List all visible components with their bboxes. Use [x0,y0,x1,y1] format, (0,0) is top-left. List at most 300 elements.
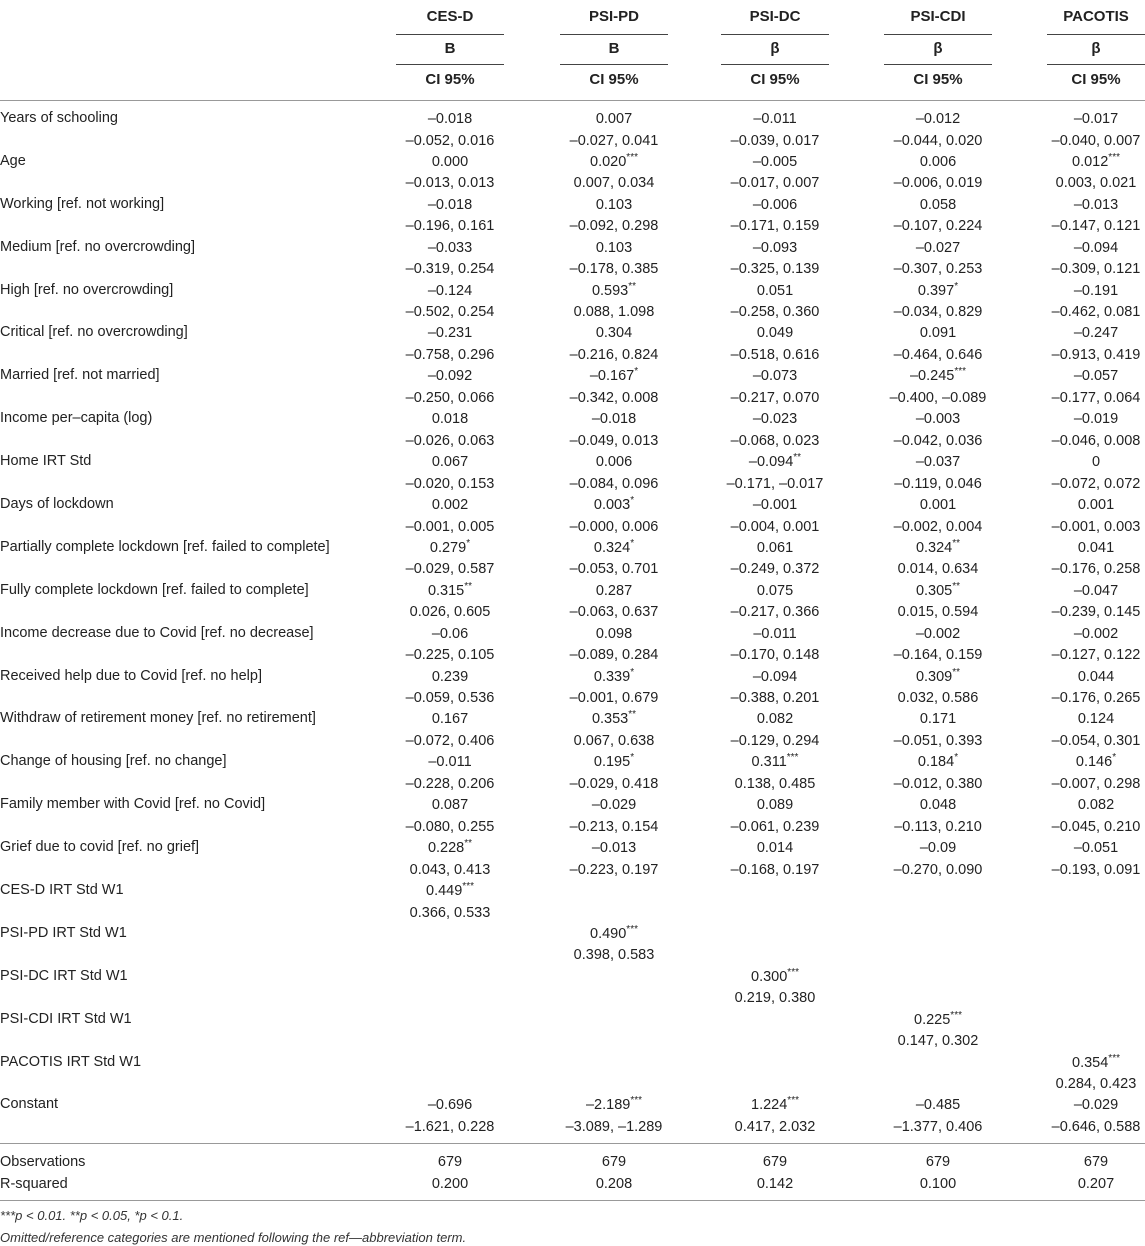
coefficient: –0.231 [427,325,473,342]
coefficient: 0.000 [431,153,469,170]
coefficient: –0.012 [915,111,961,127]
coefficient: 0.490 [590,925,627,942]
coefficient: 0.103 [595,239,633,256]
coefficient: –0.094 [748,454,794,471]
coefficient: –0.247 [1073,325,1119,342]
confidence-interval: –0.054, 0.301 [1051,732,1141,749]
stats-value: 0.142 [756,1176,794,1192]
confidence-interval: –0.027, 0.041 [569,132,659,149]
coefficient: 0.049 [756,325,794,342]
table-row [0,1044,1145,1093]
column-header-ci: CI 95% [589,71,639,88]
table-row [0,529,1145,578]
row-label: Fully complete lockdown [ref. failed to complete] [0,581,309,598]
row-label: CES-D IRT Std W1 [0,882,124,899]
significance-stars: *** [787,1095,799,1107]
coefficient: –0.005 [752,153,798,170]
coefficient: –0.051 [1073,840,1119,857]
coefficient: –0.167 [589,368,635,385]
confidence-interval: –0.013, 0.013 [405,175,495,192]
coefficient: 0.287 [595,582,633,599]
confidence-interval: 0.026, 0.605 [409,604,491,621]
confidence-interval: –0.039, 0.017 [730,132,820,149]
confidence-interval: –0.042, 0.036 [893,432,983,449]
coefficient: –0.027 [915,239,961,256]
coefficient: 0.184 [917,754,955,771]
coefficient: –0.018 [427,196,473,213]
coefficient: –0.094 [1073,239,1119,256]
table-row [0,143,1145,192]
significance-stars: ** [793,452,802,464]
significance-stars: * [630,495,635,507]
table-row [0,700,1145,749]
row-label: PSI-CDI IRT Std W1 [0,1010,132,1027]
coefficient: 0.044 [1077,668,1115,685]
table-row [0,915,1145,964]
significance-stars: *** [1108,1052,1120,1064]
table-row [0,743,1145,792]
confidence-interval: –0.020, 0.153 [405,475,495,492]
confidence-interval: –0.196, 0.161 [405,218,495,235]
coefficient: –0.245 [909,368,955,385]
row-label: Received help due to Covid [ref. no help] [0,667,262,684]
stats-value: 0.207 [1077,1176,1115,1192]
coefficient: 0.225 [914,1011,951,1028]
confidence-interval: –0.193, 0.091 [1051,861,1141,878]
confidence-interval: –0.216, 0.824 [569,346,659,363]
coefficient: –0.001 [752,497,798,514]
significance-stars: * [466,538,471,550]
coefficient: 0.397 [917,282,955,299]
confidence-interval: –0.061, 0.239 [730,818,820,835]
confidence-interval: –0.170, 0.148 [730,647,820,664]
coefficient: –0.124 [427,282,473,299]
confidence-interval: –0.006, 0.019 [893,175,983,192]
column-header-ci: CI 95% [913,71,963,88]
coefficient: 0.309 [915,668,953,685]
table-row [0,829,1145,878]
row-label: Partially complete lockdown [ref. failed to complete] [0,538,330,555]
confidence-interval: –1.377, 0.406 [893,1118,983,1135]
column-header-coef: β [933,40,943,57]
confidence-interval: –0.307, 0.253 [893,261,983,278]
coefficient: 0.003 [593,497,631,514]
significance-stars: *** [462,881,474,893]
confidence-interval: –0.249, 0.372 [730,561,820,578]
coefficient: 0.324 [915,539,953,556]
confidence-interval: –0.258, 0.360 [730,304,820,321]
confidence-interval: –0.012, 0.380 [893,775,983,792]
confidence-interval: –0.000, 0.006 [569,518,659,535]
coefficient: –0.023 [752,411,798,428]
coefficient: 0.018 [431,411,469,428]
row-label: High [ref. no overcrowding] [0,281,174,298]
confidence-interval: –0.063, 0.637 [569,604,659,621]
confidence-interval: –0.239, 0.145 [1051,604,1141,621]
table-body [0,100,1145,1135]
confidence-interval: –0.001, 0.005 [405,518,495,535]
confidence-interval: 0.417, 2.032 [734,1118,816,1135]
confidence-interval: 0.284, 0.423 [1055,1076,1137,1093]
stats-value: 0.100 [919,1176,957,1192]
confidence-interval: 0.015, 0.594 [897,604,979,621]
coefficient: –0.057 [1073,368,1119,385]
confidence-interval: 0.138, 0.485 [734,775,816,792]
row-label: Married [ref. not married] [0,367,160,384]
significance-stars: *** [626,152,638,164]
coefficient: 0.124 [1077,711,1115,728]
header-rule [396,34,504,35]
header-rule [560,64,668,65]
confidence-interval: –0.007, 0.298 [1051,775,1141,792]
table-row [0,229,1145,278]
confidence-interval: –0.004, 0.001 [730,518,820,535]
table-row [0,1086,1145,1135]
data-cell [700,1095,850,1138]
confidence-interval: 0.366, 0.533 [409,904,491,921]
significance-stars: ** [628,280,637,292]
column-header-ci: CI 95% [1071,71,1121,88]
confidence-interval: 0.398, 0.583 [573,947,655,964]
row-label: Income per–capita (log) [0,410,153,427]
coefficient: 0.067 [431,454,469,471]
row-label: Change of housing [ref. no change] [0,753,227,770]
column-header-ci: CI 95% [750,71,800,88]
row-label: Critical [ref. no overcrowding] [0,324,188,341]
header-rule [1047,34,1145,35]
column-header-name: CES-D [426,8,474,25]
coefficient: 0.006 [595,454,633,471]
coefficient: –0.003 [915,411,961,428]
coefficient: 0.082 [1077,797,1115,814]
coefficient: 0.091 [919,325,957,342]
column-header-coef: β [1091,40,1101,57]
coefficient: 0.311 [751,754,787,771]
confidence-interval: –0.034, 0.829 [893,304,983,321]
coefficient: 0.171 [919,711,957,728]
significance-stars: ** [952,580,961,592]
significance-stars: *** [630,1095,643,1107]
row-label: PSI-DC IRT Std W1 [0,967,128,984]
coefficient: 0.007 [595,111,633,127]
data-cell [863,1095,1013,1138]
row-label: PSI-PD IRT Std W1 [0,924,127,941]
coefficient: 0.012 [1072,153,1109,170]
header-rule [721,64,829,65]
table-row [0,615,1145,664]
confidence-interval: –1.621, 0.228 [405,1118,495,1135]
significance-stars: * [630,752,635,764]
coefficient: –0.017 [1073,111,1119,127]
significance-stars: * [1112,752,1117,764]
stats-value: 679 [601,1154,627,1170]
coefficient: –0.006 [752,196,798,213]
confidence-interval: –0.001, 0.679 [569,690,659,707]
significance-stars: ** [952,538,961,550]
stats-row [0,1169,1145,1191]
coefficient: 0.593 [591,282,629,299]
confidence-interval: –0.072, 0.072 [1051,475,1141,492]
coefficient: 0.001 [1077,497,1115,514]
header-rule [560,34,668,35]
coefficient: –0.033 [427,239,473,256]
confidence-interval: –0.388, 0.201 [730,690,820,707]
confidence-interval: 0.147, 0.302 [897,1033,979,1050]
coefficient: 0.087 [431,797,469,814]
confidence-interval: –0.309, 0.121 [1051,261,1141,278]
table-header [0,0,1145,101]
coefficient: 0.082 [756,711,794,728]
data-cell [1021,1095,1145,1138]
coefficient: 0.103 [595,196,633,213]
confidence-interval: –0.228, 0.206 [405,775,495,792]
coefficient: 0.020 [590,153,627,170]
table-row [0,572,1145,621]
coefficient: 0.239 [431,668,469,685]
header-rule [396,64,504,65]
coefficient: –0.09 [919,840,957,857]
confidence-interval: –0.026, 0.063 [405,432,495,449]
data-cell [539,1095,689,1138]
coefficient: –0.094 [752,668,798,685]
coefficient: 0.167 [431,711,469,728]
coefficient: 0.300 [751,968,788,985]
row-label: Medium [ref. no overcrowding] [0,238,196,255]
confidence-interval: –0.164, 0.159 [893,647,983,664]
table-row [0,958,1145,1007]
coefficient: 0.014 [756,840,794,857]
confidence-interval: –0.325, 0.139 [730,261,820,278]
column-header-name: PSI-CDI [910,8,966,25]
column-header-coef: B [608,40,620,57]
stats-value: 679 [1083,1154,1109,1170]
confidence-interval: –0.119, 0.046 [894,475,982,492]
confidence-interval: –0.225, 0.105 [405,647,495,664]
confidence-interval: –0.029, 0.587 [405,561,495,578]
coefficient: –0.013 [1073,196,1119,213]
table-row [0,486,1145,535]
coefficient: 0.353 [591,711,629,728]
confidence-interval: –0.049, 0.013 [569,432,659,449]
confidence-interval: –0.059, 0.536 [405,690,495,707]
coefficient: 0.061 [756,539,794,556]
header-rule [721,34,829,35]
confidence-interval: –0.250, 0.066 [405,389,495,406]
confidence-interval: 0.007, 0.034 [573,175,655,192]
table-row [0,443,1145,492]
confidence-interval: –0.053, 0.701 [569,561,659,578]
column-header-coef: B [444,40,456,57]
coefficient: –0.191 [1073,282,1119,299]
confidence-interval: 0.067, 0.638 [573,732,655,749]
confidence-interval: –0.168, 0.197 [730,861,820,878]
confidence-interval: –0.178, 0.385 [569,261,659,278]
header-rule [884,34,992,35]
coefficient: 0.449 [426,883,463,900]
significance-stars: * [630,538,635,550]
confidence-interval: –0.129, 0.294 [730,732,820,749]
row-label: Working [ref. not working] [0,195,165,212]
coefficient: 0.305 [915,582,953,599]
table-row [0,1001,1145,1050]
confidence-interval: –0.001, 0.003 [1051,518,1141,535]
confidence-interval: –0.113, 0.210 [894,818,982,835]
coefficient: –2.189 [585,1097,631,1114]
coefficient: –0.018 [591,411,637,428]
confidence-interval: 0.003, 0.021 [1055,175,1137,192]
coefficient: –0.029 [591,797,637,814]
coefficient: 0.001 [919,497,957,514]
confidence-interval: –0.107, 0.224 [893,218,983,235]
confidence-interval: –0.092, 0.298 [569,218,659,235]
row-label: Constant [0,1096,59,1113]
stats-row [0,1147,1145,1169]
significance-stars: ** [464,580,473,592]
confidence-interval: –0.089, 0.284 [569,647,659,664]
confidence-interval: –0.502, 0.254 [405,304,495,321]
coefficient: 0.002 [431,497,469,514]
confidence-interval: –0.051, 0.393 [893,732,983,749]
column-header-name: PACOTIS [1063,8,1129,25]
coefficient: –0.029 [1073,1097,1119,1114]
coefficient: –0.037 [915,454,961,471]
column-header-ci: CI 95% [425,71,475,88]
coefficient: –0.093 [752,239,798,256]
data-cell [375,1095,525,1138]
coefficient: –0.011 [753,111,797,127]
stats-label: Observations [0,1154,86,1170]
confidence-interval: –0.171, –0.017 [726,475,824,492]
row-label: Grief due to covid [ref. no grief] [0,839,200,856]
coefficient: 0.051 [756,282,794,299]
confidence-interval: –3.089, –1.289 [565,1118,663,1135]
stats-value: 679 [437,1154,463,1170]
coefficient: 0.058 [919,196,957,213]
coefficient: –0.011 [753,625,797,642]
confidence-interval: –0.223, 0.197 [569,861,659,878]
confidence-interval: –0.758, 0.296 [405,346,495,363]
significance-stars: * [630,666,635,678]
significance-stars: *** [954,366,967,378]
coefficient: 0.041 [1077,539,1115,556]
coefficient: 0.354 [1072,1054,1109,1071]
coefficient: –0.06 [431,625,469,642]
stats-label: R-squared [0,1176,68,1192]
confidence-interval: –0.072, 0.406 [405,732,495,749]
coefficient: –0.002 [1073,625,1119,642]
table-row [0,314,1145,363]
stats-value: 0.200 [431,1176,469,1192]
column-header-name: PSI-DC [749,8,801,25]
confidence-interval: –0.084, 0.096 [569,475,659,492]
row-label: Income decrease due to Covid [ref. no decrease] [0,624,314,641]
coefficient: 0.228 [427,840,465,857]
confidence-interval: 0.014, 0.634 [897,561,979,578]
coefficient: 1.224 [751,1097,788,1114]
column-header-coef: β [770,40,780,57]
coefficient: 0.098 [595,625,633,642]
significance-stars: *** [626,924,638,936]
stats-value: 0.208 [595,1176,633,1192]
coefficient: –0.047 [1073,582,1119,599]
coefficient: 0.089 [756,797,794,814]
coefficient: 0 [1091,454,1101,471]
confidence-interval: –0.462, 0.081 [1051,304,1141,321]
confidence-interval: –0.270, 0.090 [893,861,983,878]
table-row [0,872,1145,921]
header-rule [1047,64,1145,65]
confidence-interval: –0.029, 0.418 [569,775,659,792]
coefficient: –0.011 [428,754,472,771]
row-label: Days of lockdown [0,496,114,513]
confidence-interval: –0.342, 0.008 [569,389,659,406]
confidence-interval: 0.088, 1.098 [573,304,655,321]
significance-stars: *** [950,1009,962,1021]
coefficient: 0.195 [593,754,631,771]
column-header-name: PSI-PD [588,8,639,25]
coefficient: –0.019 [1073,411,1119,428]
coefficient: 0.339 [593,668,631,685]
confidence-interval: 0.219, 0.380 [734,990,816,1007]
confidence-interval: –0.913, 0.419 [1051,346,1141,363]
confidence-interval: –0.080, 0.255 [405,818,495,835]
significance-stars: * [634,366,639,378]
reference-note: Omitted/reference categories are mentioned following the ref—abbreviation term. [0,1230,467,1245]
coefficient: 0.006 [919,153,957,170]
stats-value: 679 [762,1154,788,1170]
coefficient: –0.485 [915,1097,961,1114]
confidence-interval: –0.046, 0.008 [1051,432,1141,449]
coefficient: 0.324 [593,539,631,556]
coefficient: –0.018 [427,111,473,127]
significance-stars: *** [786,752,799,764]
significance-stars: * [954,752,959,764]
row-label: Family member with Covid [ref. no Covid] [0,796,266,813]
confidence-interval: –0.127, 0.122 [1051,647,1141,664]
coefficient: 0.146 [1075,754,1113,771]
confidence-interval: –0.213, 0.154 [569,818,659,835]
table-row [0,357,1145,406]
confidence-interval: –0.177, 0.064 [1051,389,1141,406]
stats-value: 679 [925,1154,951,1170]
confidence-interval: –0.176, 0.258 [1051,561,1141,578]
table-stats [0,1143,1145,1201]
significance-stars: ** [952,666,961,678]
confidence-interval: –0.044, 0.020 [893,132,983,149]
significance-stars: ** [628,709,637,721]
significance-note: ***p < 0.01. **p < 0.05, *p < 0.1. [0,1208,184,1223]
row-label: Withdraw of retirement money [ref. no retirement] [0,710,316,727]
confidence-interval: –0.052, 0.016 [405,132,495,149]
coefficient: 0.279 [429,539,467,556]
coefficient: –0.696 [427,1097,473,1114]
table-row [0,186,1145,235]
significance-stars: * [954,280,959,292]
coefficient: 0.304 [595,325,633,342]
confidence-interval: –0.518, 0.616 [730,346,820,363]
confidence-interval: –0.319, 0.254 [405,261,495,278]
coefficient: –0.073 [752,368,798,385]
table-row [0,100,1145,149]
confidence-interval: –0.400, –0.089 [889,389,987,406]
confidence-interval: –0.464, 0.646 [893,346,983,363]
confidence-interval: –0.646, 0.588 [1051,1118,1141,1135]
table-row [0,658,1145,707]
table-row [0,400,1145,449]
row-label: Home IRT Std [0,453,92,470]
row-label: Years of schooling [0,110,118,126]
table-row [0,786,1145,835]
